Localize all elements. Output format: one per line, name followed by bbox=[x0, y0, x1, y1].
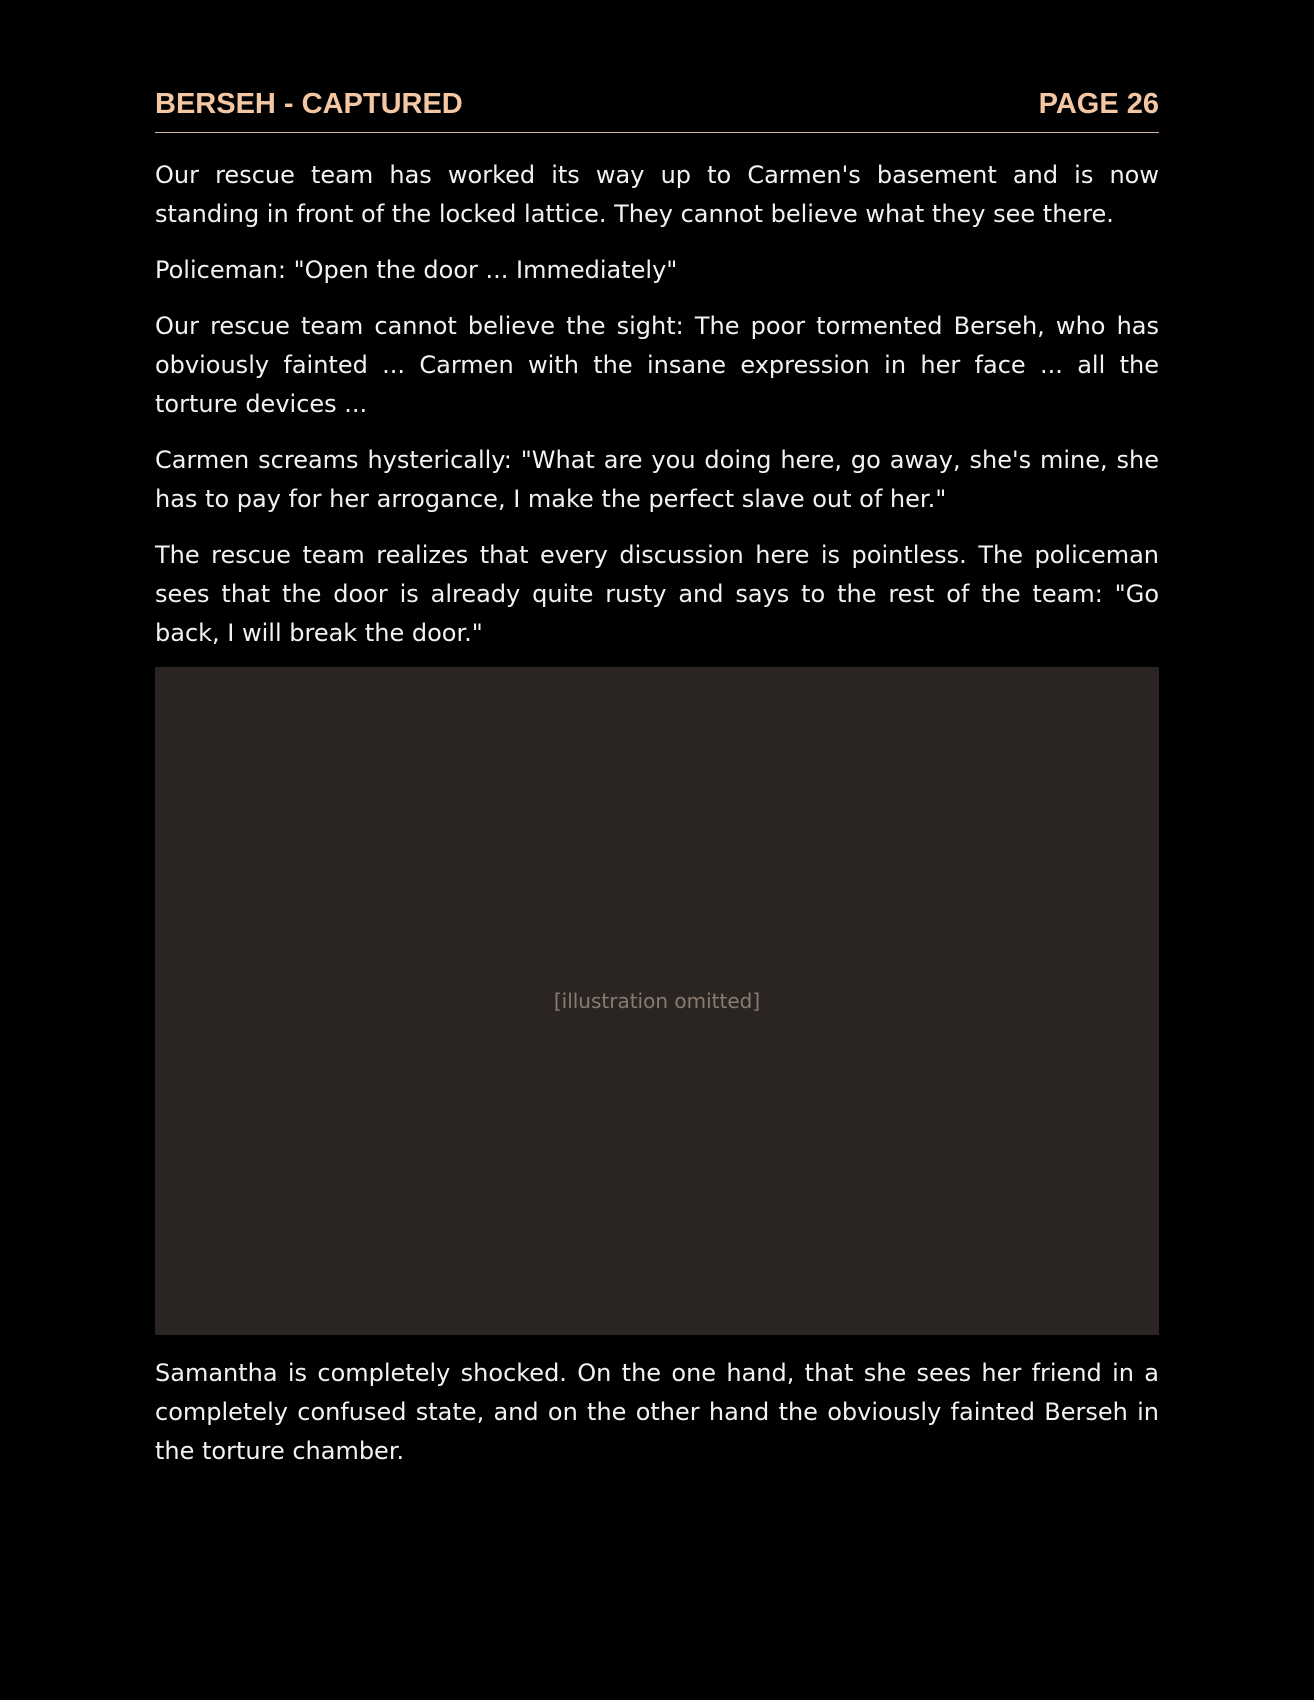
paragraph: Our rescue team cannot believe the sight: The poor tormented Berseh, who has obviously fainted ... Carmen with the insane expression in her face ... all the torture devices ... bbox=[155, 312, 1159, 418]
illustration-placeholder bbox=[155, 667, 1159, 1335]
body-text bbox=[155, 156, 1159, 670]
paragraph: Samantha is completely shocked. On the one hand, that she sees her friend in a completely confused state, and on the other hand the obviously fainted Berseh in the torture chamber. bbox=[155, 1359, 1159, 1465]
paragraph: Our rescue team has worked its way up to Carmen's basement and is now standing in front of the locked lattice. They cannot believe what they see there. bbox=[155, 161, 1159, 228]
page-number: PAGE 26 bbox=[1038, 88, 1159, 120]
closing-text bbox=[155, 1354, 1159, 1488]
page-header bbox=[155, 84, 1159, 133]
paragraph: Carmen screams hysterically: "What are you doing here, go away, she's mine, she has to pay for her arrogance, I make the perfect slave out of her." bbox=[155, 446, 1159, 513]
paragraph: The rescue team realizes that every discussion here is pointless. The policeman sees that the door is already quite rusty and says to the rest of the team: "Go back, I will break the door." bbox=[155, 541, 1159, 647]
chapter-title: BERSEH - CAPTURED bbox=[155, 88, 463, 120]
paragraph: Policeman: "Open the door ... Immediately" bbox=[155, 256, 678, 284]
illustration-omitted: [illustration omitted] bbox=[553, 989, 761, 1013]
